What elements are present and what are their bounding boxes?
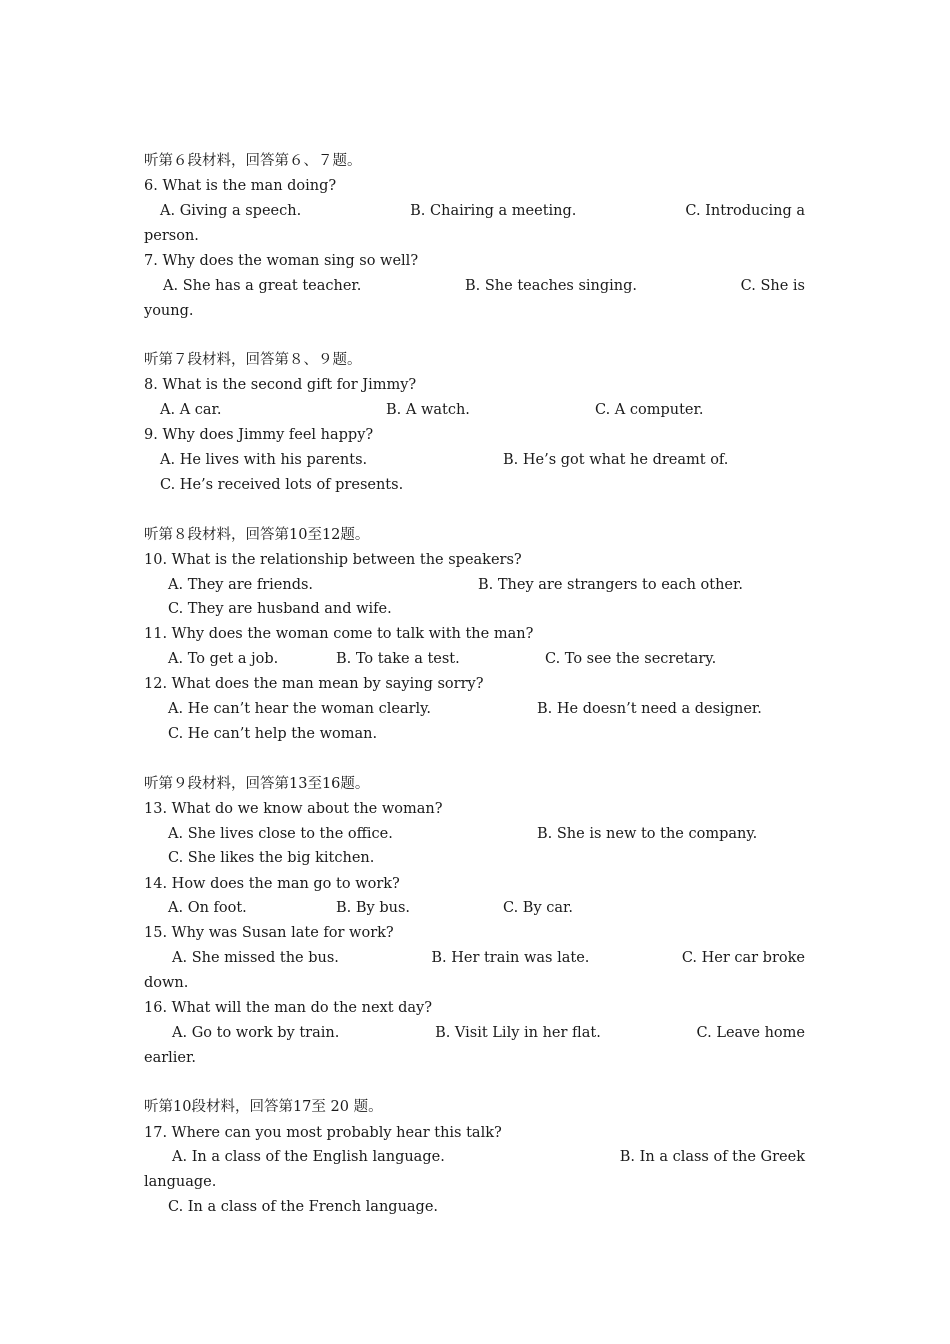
option-row (144, 1148, 805, 1166)
question-stem: 9. Why does Jimmy feel happy? (144, 427, 374, 443)
option-a: A. She lives close to the office. (168, 826, 393, 842)
option-c: C. Leave home (696, 1025, 805, 1041)
section-heading: 听第10段材料，回答第17至 20 题。 (144, 1099, 383, 1115)
option-wrap: person. (144, 228, 199, 244)
option-c: C. He’s received lots of presents. (160, 477, 404, 493)
option-row (144, 202, 805, 220)
question-stem: 7. Why does the woman sing so well? (144, 253, 419, 269)
option-row (144, 277, 805, 295)
section-heading: 听第８段材料，回答第10至12题。 (144, 527, 370, 543)
question-stem: 8. What is the second gift for Jimmy? (144, 377, 417, 393)
option-c: C. She likes the big kitchen. (168, 850, 375, 866)
option-c: C. A computer. (595, 402, 704, 418)
question-stem: 6. What is the man doing? (144, 178, 337, 194)
question-stem: 14. How does the man go to work? (144, 876, 400, 892)
question-stem: 16. What will the man do the next day? (144, 1000, 433, 1016)
option-c: C. Her car broke (681, 950, 805, 966)
option-c: C. They are husband and wife. (168, 601, 392, 617)
option-b: B. Chairing a meeting. (410, 203, 577, 219)
option-a: A. He lives with his parents. (160, 452, 368, 468)
option-a: A. In a class of the English language. (172, 1149, 445, 1165)
option-a: A. On foot. (168, 900, 247, 916)
section-heading: 听第７段材料，回答第８、９题。 (144, 352, 362, 368)
option-c: C. To see the secretary. (545, 651, 717, 667)
option-c: C. Introducing a (685, 203, 805, 219)
option-b: B. Visit Lily in her flat. (435, 1025, 601, 1041)
option-b: B. A watch. (386, 402, 470, 418)
option-row (144, 949, 805, 967)
option-b: B. She is new to the company. (537, 826, 758, 842)
option-wrap: earlier. (144, 1050, 196, 1066)
option-b: B. By bus. (336, 900, 411, 916)
option-a: A. They are friends. (168, 577, 314, 593)
option-c: C. By car. (503, 900, 573, 916)
question-stem: 15. Why was Susan late for work? (144, 925, 394, 941)
option-a: A. Go to work by train. (172, 1025, 340, 1041)
option-a: A. He can’t hear the woman clearly. (168, 701, 432, 717)
option-wrap: language. (144, 1174, 217, 1190)
question-stem: 13. What do we know about the woman? (144, 801, 443, 817)
section-heading: 听第９段材料，回答第13至16题。 (144, 776, 370, 792)
question-stem: 11. Why does the woman come to talk with the man? (144, 626, 534, 642)
option-c: C. She is (740, 278, 805, 294)
option-b: B. They are strangers to each other. (478, 577, 743, 593)
option-row (144, 1024, 805, 1042)
option-b: B. He’s got what he dreamt of. (503, 452, 729, 468)
option-a: A. To get a job. (168, 651, 279, 667)
option-a: A. Giving a speech. (160, 203, 302, 219)
section-heading: 听第６段材料，回答第６、７题。 (144, 153, 362, 169)
option-a: A. She has a great teacher. (163, 278, 362, 294)
option-b: B. In a class of the Greek (619, 1149, 805, 1165)
option-b: B. She teaches singing. (464, 278, 638, 294)
option-wrap: down. (144, 975, 189, 991)
question-stem: 17. Where can you most probably hear this talk? (144, 1125, 502, 1141)
option-c: C. In a class of the French language. (168, 1199, 439, 1215)
question-stem: 12. What does the man mean by saying sorry? (144, 676, 484, 692)
option-b: B. To take a test. (336, 651, 460, 667)
option-b: B. He doesn’t need a designer. (537, 701, 762, 717)
option-c: C. He can’t help the woman. (168, 726, 378, 742)
option-a: A. She missed the bus. (172, 950, 339, 966)
option-a: A. A car. (160, 402, 222, 418)
question-stem: 10. What is the relationship between the speakers? (144, 552, 522, 568)
option-wrap: young. (144, 303, 194, 319)
option-b: B. Her train was late. (431, 950, 590, 966)
